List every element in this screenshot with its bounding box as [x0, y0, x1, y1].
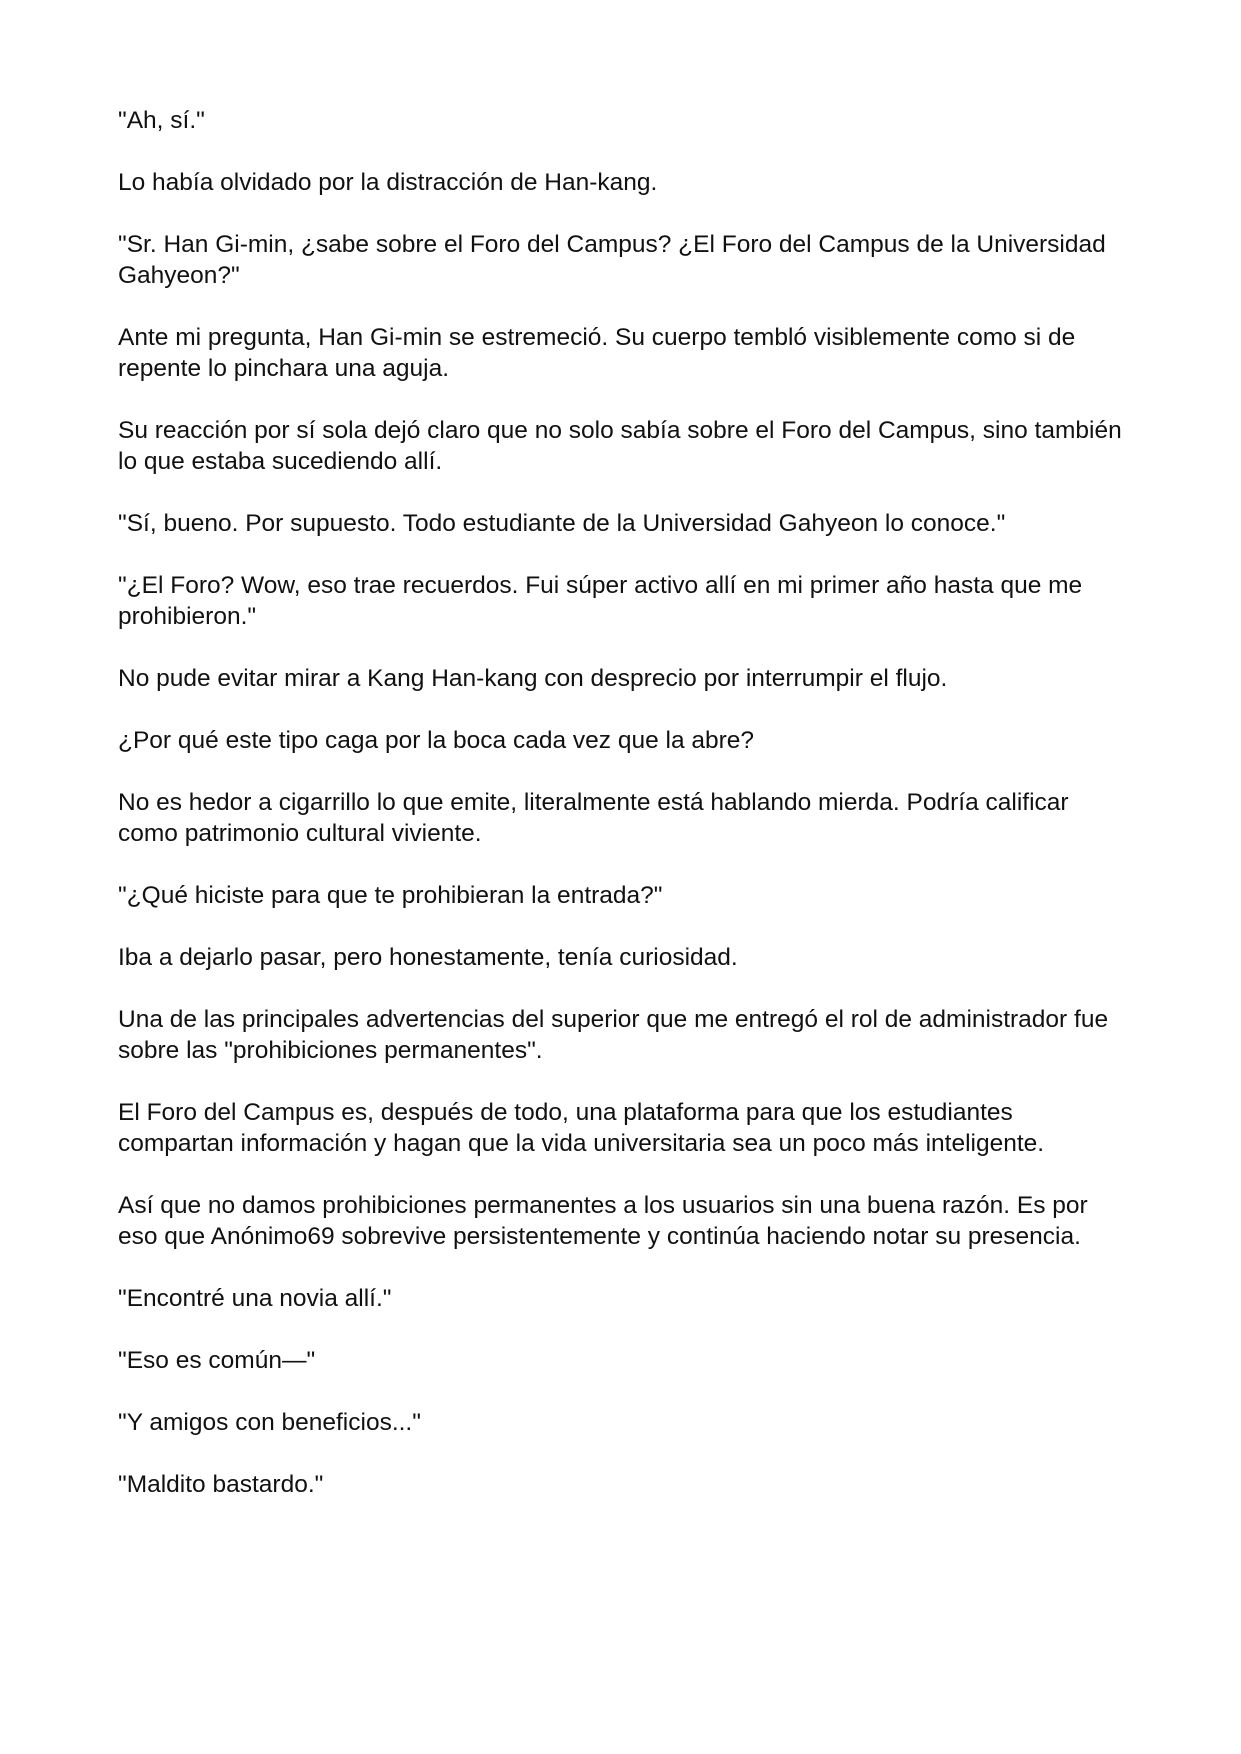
- paragraph-3: "Sr. Han Gi-min, ¿sabe sobre el Foro del Campus? ¿El Foro del Campus de la Universidad Gahyeon?": [118, 231, 1106, 289]
- paragraph-2: Lo había olvidado por la distracción de Han-kang.: [118, 169, 658, 196]
- document-body: [118, 105, 1128, 1531]
- paragraph-17: "Eso es común—": [118, 1347, 316, 1374]
- paragraph-12: Iba a dejarlo pasar, pero honestamente, tenía curiosidad.: [118, 944, 738, 971]
- paragraph-10: No es hedor a cigarrillo lo que emite, literalmente está hablando mierda. Podría calificar como patrimonio cultural viviente.: [118, 789, 1069, 847]
- paragraph-13: Una de las principales advertencias del superior que me entregó el rol de administrador fue sobre las "prohibiciones permanentes".: [118, 1006, 1109, 1064]
- paragraph-15: Así que no damos prohibiciones permanentes a los usuarios sin una buena razón. Es por eso que Anónimo69 sobrevive persistentemente y continúa haciendo notar su presencia.: [118, 1192, 1088, 1250]
- paragraph-9: ¿Por qué este tipo caga por la boca cada vez que la abre?: [118, 727, 755, 754]
- paragraph-14: El Foro del Campus es, después de todo, una plataforma para que los estudiantes compartan información y hagan que la vida universitaria sea un poco más inteligente.: [118, 1099, 1045, 1157]
- paragraph-8: No pude evitar mirar a Kang Han-kang con desprecio por interrumpir el flujo.: [118, 665, 948, 692]
- paragraph-6: "Sí, bueno. Por supuesto. Todo estudiante de la Universidad Gahyeon lo conoce.": [118, 510, 1006, 537]
- paragraph-1: "Ah, sí.": [118, 107, 205, 134]
- paragraph-5: Su reacción por sí sola dejó claro que no solo sabía sobre el Foro del Campus, sino también lo que estaba sucediendo allí.: [118, 417, 1122, 475]
- paragraph-16: "Encontré una novia allí.": [118, 1285, 392, 1312]
- paragraph-7: "¿El Foro? Wow, eso trae recuerdos. Fui súper activo allí en mi primer año hasta que me prohibieron.": [118, 572, 1083, 630]
- paragraph-4: Ante mi pregunta, Han Gi-min se estremeció. Su cuerpo tembló visiblemente como si de repente lo pinchara una aguja.: [118, 324, 1076, 382]
- paragraph-18: "Y amigos con beneficios...": [118, 1409, 421, 1436]
- paragraph-19: "Maldito bastardo.": [118, 1471, 324, 1498]
- paragraph-11: "¿Qué hiciste para que te prohibieran la entrada?": [118, 882, 663, 909]
